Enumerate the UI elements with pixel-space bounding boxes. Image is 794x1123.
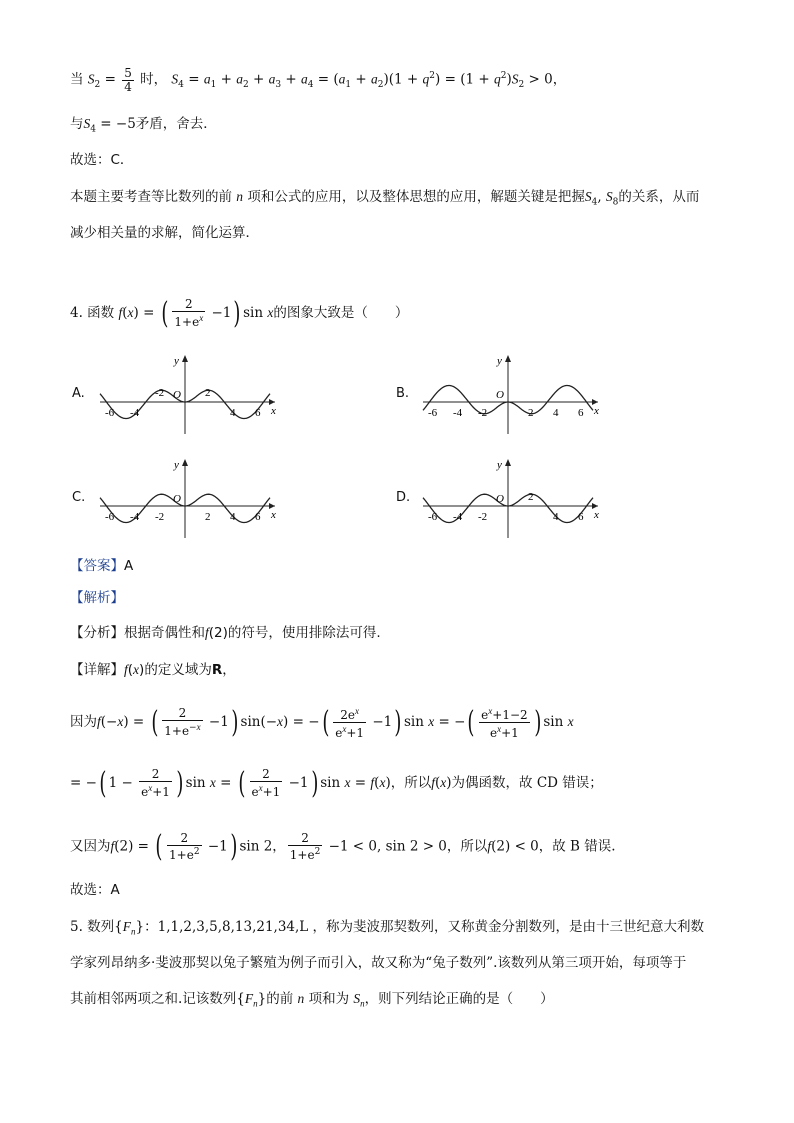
origin-label: O [173,493,181,505]
y-label: y [174,459,179,471]
tick-label: 4 [553,511,559,523]
x-label: x [271,405,276,417]
tick-label: 2 [205,387,211,399]
text: 5. 数列 [70,919,115,935]
text: 当 [70,71,84,88]
tick-label: -4 [130,511,140,523]
tick-label: -6 [105,511,115,523]
graph-d [418,456,608,541]
text: ：1,1,2,3,5,8,13,21,34,L ，称为斐波那契数列，又称黄金分割数列，是由十三世纪意大利数 [144,919,705,935]
graph-c [95,456,285,541]
text: 的定义域为 [144,662,212,678]
tick-label: 4 [553,407,559,419]
question-5-line-2 [70,953,686,973]
question-5-line-3: 其前相邻两项之和.记该数列$\{F_n\}$的前 n 项和为 $S_n$，则下列结论正确的是（ ） [70,991,554,1009]
text: ，所以 [446,838,488,855]
line-choose-c [70,150,133,170]
tick-label: 6 [255,511,261,523]
analysis-tag: 【解析】 [70,590,124,606]
derivation-2: = −( 1 − $\frac{2}{e^x+1}$ ) sin x = ( $\frac{2}{e^x+1}$ −1) sin x = f(x)，所以f(x)为偶函数，故 CD 错误； [70,765,603,801]
text: 的符号，使用排除法可得. [227,625,381,641]
x-label: x [271,509,276,521]
text: 项和公式的应用，以及整体思想的应用，解题关键是把握 [247,189,585,205]
line-choose-a [70,880,120,900]
origin-label: O [496,493,504,505]
tick-label: -4 [453,407,463,419]
y-label: y [174,355,179,367]
tick-label: -6 [105,407,115,419]
tick-label: 2 [528,491,534,503]
graph-a [95,352,285,437]
text: 的前 [266,991,294,1007]
tick-label: -6 [428,407,438,419]
detail-line: 【详解】f(x)的定义域为R， [70,662,236,678]
text: 学家列昂纳多·斐波那契以兔子繁殖为例子而引入，故又称为“兔子数列”.该数列从第三项开始，每项等于 [70,955,687,971]
x-label: x [594,405,599,417]
domain-r: R [211,662,223,678]
question-5-line-1: 5. 数列$\{F_n\}$：1,1,2,3,5,8,13,21,34,L ，称为斐波那契数列，又称黄金分割数列，是由十三世纪意大利数 [70,919,705,937]
tick-label: -2 [155,387,165,399]
tick-label: -2 [478,511,488,523]
fenxi-tag: 【分析】 [70,625,124,641]
y-label: y [497,459,502,471]
option-a-label[interactable]: A. [72,386,85,401]
text: ，所以 [390,775,432,791]
text: 减少相关量的求解，简化运算． [70,225,259,241]
line-comment: 本题主要考查等比数列的前 n 项和公式的应用，以及整体思想的应用，解题关键是把握$S_4$, $S_8$的关系，从而 [70,189,700,208]
text: 与 [70,116,84,132]
tick-label: -2 [155,511,165,523]
tick-label: 4 [230,407,236,419]
option-c-label[interactable]: C. [72,490,86,505]
text: 又因为 [70,838,111,855]
line-contradiction: 与$S_4 = -5$矛盾，舍去． [70,116,217,135]
tick-label: 2 [205,511,211,523]
text: 项和为 [308,991,350,1007]
text: 故选：C． [70,152,134,168]
text: 故选：A [70,882,120,898]
tick-label: 4 [230,511,236,523]
text: 其前相邻两项之和.记该数列 [70,991,237,1007]
answer-line [70,556,133,576]
text: ，故 B 错误. [538,838,616,855]
y-arrow [182,355,188,362]
derivation-1: 因为f(−x) = ( $\frac{2}{1+e^{-x}}$ −1) sin(−x) = −( $\frac{2e^x}{e^x+1}$ −1) sin x = −( $\frac{e^x+1-2}{e^x+1}$ ) sin x [70,704,574,740]
x-label: x [594,509,599,521]
tick-label: 2 [528,407,534,419]
detail-tag: 【详解】 [70,662,124,678]
text: 为偶函数，故 CD 错误； [451,775,603,791]
origin-label: O [496,389,504,401]
tick-label: -2 [478,407,488,419]
origin-label: O [173,389,181,401]
tick-label: 6 [255,407,261,419]
text: ，则下列结论正确的是（ ） [364,991,554,1007]
analysis-line [70,588,124,608]
tick-label: -4 [453,511,463,523]
tick-label: 6 [578,511,584,523]
y-arrow [505,459,511,466]
y-arrow [182,459,188,466]
tick-label: -6 [428,511,438,523]
tick-label: 6 [578,407,584,419]
option-d-label[interactable]: D. [396,490,411,505]
text: 本题主要考查等比数列的前 [70,189,232,205]
tick-label: -4 [130,407,140,419]
text: 因为 [70,714,97,730]
answer-value: A [124,558,134,574]
y-label: y [497,355,502,367]
line-s2-case: 当 $S_2$ = $\frac{5}{4}$ 时， $S_4 = a_1 + a_2 + a_3 + a_4 = (a_1 + a_2)(1 + q^2) = (1 + q^2)S_2 > 0$， [70,65,567,94]
line-comment-2 [70,223,259,243]
option-b-label[interactable]: B. [396,386,410,401]
text: 的图象大致是（ ） [273,305,409,321]
text: 时， [140,71,168,88]
answer-tag: 【答案】 [70,558,124,574]
derivation-3: 又因为f(2) = ( $\frac{2}{1+e^2}$ −1) sin 2， $\frac{2}{1+e^2}$ −1 < 0, sin 2 > 0，所以f(2) < 0，故 B 错误. [70,829,616,864]
text: 根据奇偶性和 [124,625,205,641]
question-4: 4. 函数 f(x) = ( $\frac{2}{1+e^x}$ −1) sin x的图象大致是（ ） [70,295,409,331]
text: 的关系，从而 [618,189,700,205]
fenxi-line: 【分析】根据奇偶性和f(2)的符号，使用排除法可得. [70,625,381,641]
text: ， [552,71,567,88]
text: 矛盾，舍去． [135,116,217,132]
text: 4. 函数 [70,305,115,321]
graph-b [418,352,608,437]
y-arrow [505,355,511,362]
